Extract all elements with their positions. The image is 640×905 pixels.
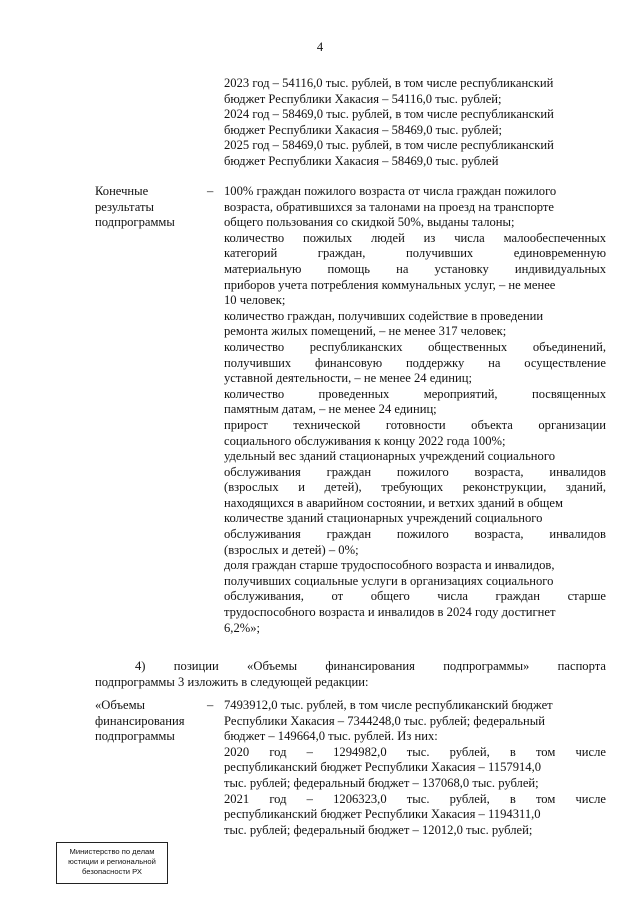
paragraph-4: [95, 659, 606, 690]
funding-line: 7493912,0 тыс. рублей, в том числе республиканский бюджет: [224, 698, 553, 712]
top-line: 2024 год – 58469,0 тыс. рублей, в том числе республиканский: [224, 107, 554, 122]
results-text: [224, 184, 606, 636]
funding-label-line: подпрограммы: [95, 729, 175, 744]
results-line: количество пожилых людей из числа малообеспеченных: [224, 230, 606, 245]
funding-text: [224, 698, 606, 838]
funding-dash: –: [207, 698, 214, 712]
ministry-stamp: [56, 842, 168, 884]
results-label-line: Конечные: [95, 184, 149, 198]
results-line: памятным датам, – не менее 24 единиц;: [224, 402, 437, 417]
page-number: 4: [316, 40, 324, 54]
top-line: 2025 год – 58469,0 тыс. рублей, в том числе республиканский: [224, 138, 554, 153]
results-line: удельный вес зданий стационарных учреждений социального: [224, 449, 555, 464]
top-line: бюджет Республики Хакасия – 54116,0 тыс. рублей;: [224, 91, 502, 106]
results-line: возраста, обратившихся за талонами на проезд на транспорте: [224, 199, 554, 214]
results-line: прирост технической готовности объекта организации: [224, 417, 606, 432]
results-line: уставной деятельности, – не менее 24 единиц;: [224, 371, 472, 386]
results-line: социального обслуживания к концу 2022 года 100%;: [224, 433, 506, 448]
funding-label: [95, 698, 185, 745]
results-line: трудоспособного возраста и инвалидов в 2024 году достигнет: [224, 605, 556, 620]
stamp-line: юстиции и региональной: [68, 857, 156, 866]
funding-label-line: финансирования: [95, 713, 185, 728]
results-label-line: результаты: [95, 199, 154, 214]
funding-line: тыс. рублей; федеральный бюджет – 12012,0 тыс. рублей;: [224, 822, 533, 837]
results-line: количество граждан, получивших содействие в проведении: [224, 308, 544, 323]
results-line: (взрослых и детей) – 0%;: [224, 542, 359, 557]
results-label: [95, 184, 175, 231]
results-line: 6,2%»;: [224, 620, 261, 635]
results-line: 100% граждан пожилого возраста от числа граждан пожилого: [224, 184, 557, 198]
results-line: ремонта жилых помещений, – не менее 317 человек;: [224, 324, 507, 339]
results-line: категорий граждан, получивших единовременную: [224, 246, 606, 261]
results-line: доля граждан старше трудоспособного возраста и инвалидов,: [224, 558, 555, 573]
funding-line: 2021 год – 1206323,0 тыс. рублей, в том числе: [224, 791, 606, 806]
top-line: бюджет Республики Хакасия – 58469,0 тыс. рублей;: [224, 122, 503, 137]
paragraph-line: 4) позиции «Объемы финансирования подпрограммы» паспорта: [135, 659, 606, 673]
results-line: 10 человек;: [224, 293, 286, 308]
funding-line: тыс. рублей; федеральный бюджет – 137068,0 тыс. рублей;: [224, 775, 539, 790]
results-line: общего пользования со скидкой 50%, выданы талоны;: [224, 215, 515, 230]
results-line: находящихся в аварийном состоянии, и ветхих зданий в общем: [224, 495, 563, 510]
results-line: количестве зданий стационарных учреждений социального: [224, 511, 543, 526]
results-dash: –: [207, 184, 214, 198]
results-label-line: подпрограммы: [95, 215, 175, 230]
top-line: 2023 год – 54116,0 тыс. рублей, в том числе республиканский: [224, 76, 554, 90]
funding-label-line: «Объемы: [95, 698, 146, 712]
results-line: получивших финансовую поддержку на осуществление: [224, 355, 606, 370]
results-line: количество проведенных мероприятий, посвященных: [224, 386, 606, 401]
results-line: материальную помощь на установку индивидуальных: [224, 261, 606, 276]
results-line: обслуживания, от общего числа граждан старше: [224, 589, 606, 604]
results-line: количество республиканских общественных объединений,: [224, 339, 606, 354]
results-line: обслуживания граждан пожилого возраста, инвалидов: [224, 464, 606, 479]
funding-line: бюджет – 149664,0 тыс. рублей. Из них:: [224, 729, 438, 744]
funding-line: Республики Хакасия – 7344248,0 тыс. рублей; федеральный: [224, 713, 545, 728]
funding-line: 2020 год – 1294982,0 тыс. рублей, в том числе: [224, 744, 606, 759]
paragraph-line: подпрограммы 3 изложить в следующей редакции:: [95, 674, 369, 689]
funding-line: республиканский бюджет Республики Хакасия – 1194311,0: [224, 807, 541, 822]
stamp-line: Министерство по делам: [69, 847, 155, 856]
top-line: бюджет Республики Хакасия – 58469,0 тыс. рублей: [224, 153, 499, 168]
funding-line: республиканский бюджет Республики Хакасия – 1157914,0: [224, 760, 542, 775]
top-funding-block: [224, 76, 606, 170]
results-line: обслуживания граждан пожилого возраста, инвалидов: [224, 527, 606, 542]
results-line: получивших социальные услуги в организациях социального: [224, 573, 554, 588]
results-line: (взрослых и детей), требующих реконструкции, зданий,: [224, 480, 606, 495]
results-line: приборов учета потребления коммунальных услуг, – не менее: [224, 277, 556, 292]
stamp-line: безопасности РХ: [82, 867, 142, 876]
